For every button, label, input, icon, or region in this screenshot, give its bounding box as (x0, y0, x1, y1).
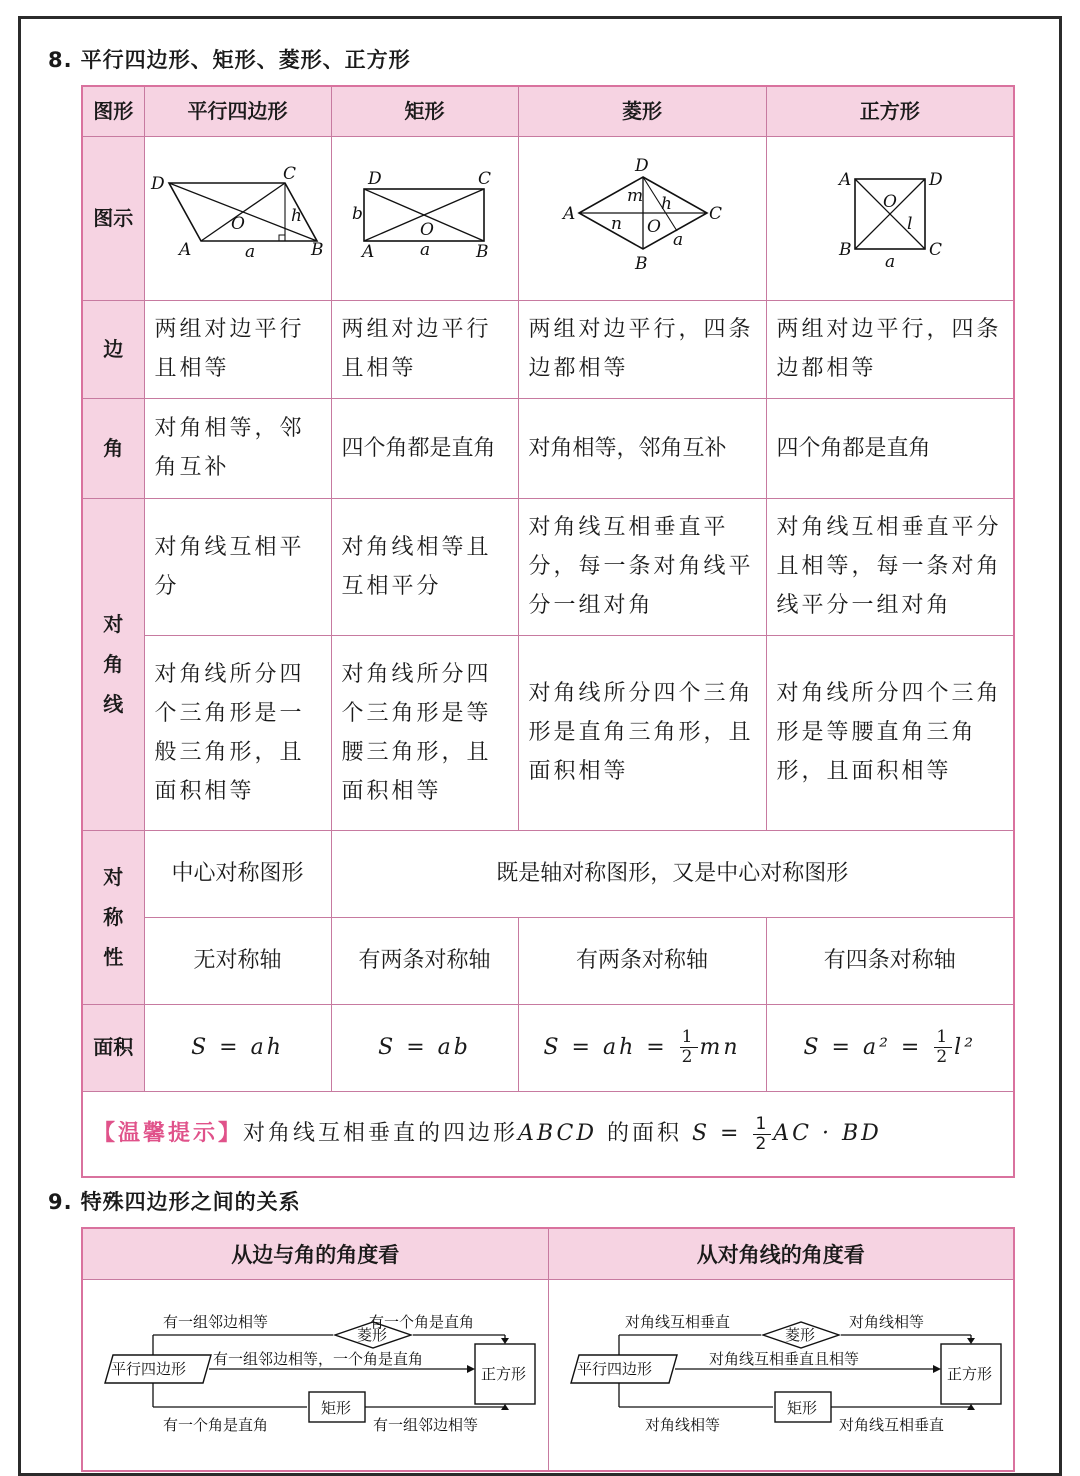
side-parallelogram: 两组对边平行且相等 (144, 300, 331, 398)
section-8-title-text: 平行四边形、矩形、菱形、正方形 (80, 48, 411, 72)
relations-header-right: 从对角线的角度看 (548, 1228, 1014, 1280)
symmetry2-parallelogram: 无对称轴 (144, 917, 331, 1004)
label-D: D (928, 169, 946, 190)
diagonal1-rectangle: 对角线相等且互相平分 (331, 498, 518, 635)
label-B: B (634, 253, 650, 274)
diagonal2-rectangle: 对角线所分四个三角形是等腰三角形，且面积相等 (331, 635, 518, 830)
symmetry2-rectangle: 有两条对称轴 (331, 917, 518, 1004)
fraction-numerator: 1 (936, 1027, 951, 1048)
flow-middle-label: 对角线互相垂直且相等 (708, 1350, 859, 1368)
diagonal2-square: 对角线所分四个三角形是等腰直角三角形，且面积相等 (766, 635, 1014, 830)
section-8-title (48, 44, 411, 74)
angle-square: 四个角都是直角 (766, 398, 1014, 498)
rectangle-figure (332, 137, 518, 287)
row-label-area: 面积 (82, 1004, 144, 1091)
label-A: A (178, 239, 194, 260)
diagonal1-square: 对角线互相垂直平分且相等，每一条对角线平分一组对角 (766, 498, 1014, 635)
fraction-half (680, 1028, 698, 1067)
flow-top-box: 菱形 (784, 1326, 815, 1344)
flow-end-box: 正方形 (946, 1365, 992, 1383)
diagonal2-parallelogram: 对角线所分四个三角形是一般三角形，且面积相等 (144, 635, 331, 830)
label-O: O (419, 219, 437, 240)
row-label-shape: 图形 (82, 86, 144, 136)
header-rectangle: 矩形 (331, 86, 518, 136)
label-a: a (419, 239, 433, 260)
label-n: n (610, 213, 625, 234)
flow-start-box: 平行四边形 (111, 1360, 187, 1378)
relations-left-diagram (83, 1280, 547, 1466)
tip-s: S = (691, 1121, 752, 1146)
parallelogram-figure (145, 137, 331, 287)
flow-bottom-in-label: 对角线相等 (644, 1416, 720, 1434)
label-D: D (150, 173, 168, 194)
section-8-number: 8. (48, 48, 73, 72)
figure-row (82, 136, 1014, 300)
row-label-figure: 图示 (82, 136, 144, 300)
flow-bottom-out-label: 对角线互相垂直 (838, 1416, 944, 1434)
symmetry1-parallelogram: 中心对称图形 (144, 830, 331, 917)
label-C: C (708, 203, 725, 224)
fraction-numerator: 1 (755, 1113, 770, 1134)
side-square: 两组对边平行，四条边都相等 (766, 300, 1014, 398)
section-9-number: 9. (48, 1190, 73, 1214)
label-A: A (361, 241, 377, 262)
area-square-pre: S = a² = (803, 1034, 933, 1060)
tip-tag: 【温馨提示】 (93, 1121, 244, 1146)
fraction-denominator: 2 (681, 1047, 696, 1068)
angle-rectangle: 四个角都是直角 (331, 398, 518, 498)
row-label-side: 边 (82, 300, 144, 398)
relations-right-diagram (549, 1280, 1013, 1466)
header-square: 正方形 (766, 86, 1014, 136)
section-9-title (48, 1186, 301, 1216)
label-h: h (290, 205, 305, 226)
label-A: A (838, 169, 854, 190)
relations-body-row (82, 1280, 1014, 1472)
relations-header-left: 从边与角的角度看 (82, 1228, 548, 1280)
area-parallelogram: S = ah (144, 1004, 331, 1091)
area-rhombus-pre: S = ah = (543, 1034, 678, 1060)
fraction-half (934, 1028, 952, 1067)
fraction-denominator: 2 (936, 1047, 951, 1068)
area-rhombus-post: mn (699, 1034, 741, 1060)
label-D: D (634, 155, 652, 176)
section-9-title-text: 特殊四边形之间的关系 (80, 1190, 301, 1214)
symmetry2-rhombus: 有两条对称轴 (518, 917, 766, 1004)
diagonal-row-1 (82, 498, 1014, 635)
side-row (82, 300, 1014, 398)
tip-cell (82, 1091, 1014, 1177)
row-label-symmetry-text: 对称性 (103, 865, 124, 969)
side-rhombus: 两组对边平行，四条边都相等 (518, 300, 766, 398)
square-figure (767, 137, 1015, 287)
header-parallelogram: 平行四边形 (144, 86, 331, 136)
row-label-angle: 角 (82, 398, 144, 498)
side-rectangle: 两组对边平行且相等 (331, 300, 518, 398)
area-square-post: l² (954, 1034, 977, 1060)
angle-row (82, 398, 1014, 498)
label-C: C (282, 163, 299, 184)
label-O: O (882, 191, 900, 212)
flow-top-in-label: 有一组邻边相等 (163, 1313, 269, 1331)
diagonal1-rhombus: 对角线互相垂直平分，每一条对角线平分一组对角 (518, 498, 766, 635)
area-square (766, 1004, 1014, 1091)
label-a: a (884, 251, 898, 272)
fraction-numerator: 1 (681, 1027, 696, 1048)
flow-top-out-label: 有一个角是直角 (369, 1313, 475, 1331)
flow-top-in-label: 对角线互相垂直 (624, 1313, 730, 1331)
quadrilateral-table (81, 85, 1015, 1178)
symmetry1-others: 既是轴对称图形，又是中心对称图形 (331, 830, 1014, 917)
tip-formula: AC · BD (773, 1121, 882, 1146)
label-a: a (244, 241, 258, 262)
label-O: O (230, 213, 248, 234)
header-rhombus: 菱形 (518, 86, 766, 136)
label-l: l (906, 213, 915, 234)
tip-row (82, 1091, 1014, 1177)
tip-text-2: 的面积 (596, 1121, 692, 1146)
area-row (82, 1004, 1014, 1091)
diagonal1-parallelogram: 对角线互相平分 (144, 498, 331, 635)
label-O: O (646, 216, 664, 237)
flow-bottom-out-label: 有一组邻边相等 (373, 1416, 479, 1434)
flow-start-box: 平行四边形 (576, 1360, 652, 1378)
label-C: C (477, 168, 494, 189)
row-label-diagonal (82, 498, 144, 830)
header-row (82, 86, 1014, 136)
angle-rhombus: 对角相等，邻角互补 (518, 398, 766, 498)
label-B: B (475, 241, 491, 262)
area-rectangle: S = ab (331, 1004, 518, 1091)
relations-header-row (82, 1228, 1014, 1280)
fraction-denominator: 2 (755, 1133, 770, 1154)
relations-right-cell (548, 1280, 1014, 1472)
label-b: b (351, 203, 366, 224)
row-label-symmetry (82, 830, 144, 1004)
flow-top-box: 菱形 (357, 1326, 388, 1344)
row-label-diagonal-text: 对角线 (103, 612, 124, 716)
label-D: D (367, 168, 385, 189)
fraction-half (753, 1115, 771, 1154)
tip-text: 对角线互相垂直的四边形 (243, 1121, 519, 1146)
label-h: h (660, 193, 675, 214)
diagonal2-rhombus: 对角线所分四个三角形是直角三角形，且面积相等 (518, 635, 766, 830)
relations-table (81, 1227, 1015, 1472)
diagonal-row-2 (82, 635, 1014, 830)
label-B: B (310, 239, 326, 260)
symmetry2-square: 有四条对称轴 (766, 917, 1014, 1004)
flow-end-box: 正方形 (481, 1365, 527, 1383)
label-C: C (928, 239, 945, 260)
flow-bottom-in-label: 有一个角是直角 (163, 1416, 269, 1434)
symmetry-row-1 (82, 830, 1014, 917)
symmetry-row-2 (82, 917, 1014, 1004)
relations-left-cell (82, 1280, 548, 1472)
flow-bottom-box: 矩形 (321, 1399, 352, 1417)
area-rhombus (518, 1004, 766, 1091)
label-A: A (562, 203, 578, 224)
tip-abcd: ABCD (518, 1121, 597, 1146)
flow-middle-label: 有一组邻边相等，一个角是直角 (213, 1350, 424, 1368)
flow-top-out-label: 对角线相等 (848, 1313, 924, 1331)
label-B: B (838, 239, 854, 260)
angle-parallelogram: 对角相等，邻角互补 (144, 398, 331, 498)
label-m: m (626, 185, 646, 206)
rhombus-figure (519, 137, 767, 287)
flow-bottom-box: 矩形 (786, 1399, 817, 1417)
label-a: a (672, 229, 686, 250)
